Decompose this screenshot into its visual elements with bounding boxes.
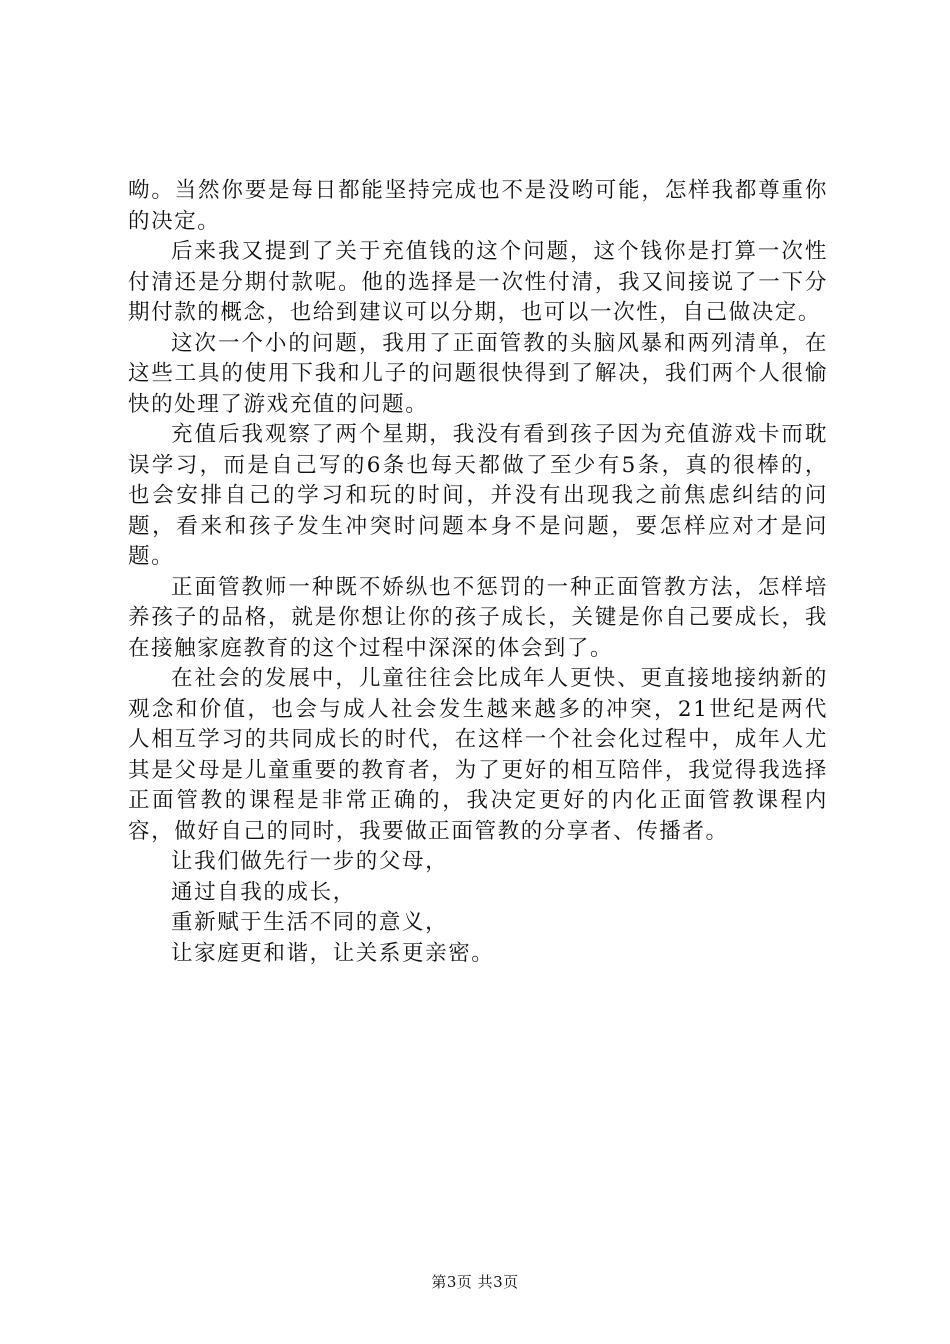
document-body bbox=[128, 176, 828, 969]
paragraph-continuation: 呦。当然你要是每日都能坚持完成也不是没哟可能，怎样我都尊重你的决定。 bbox=[128, 178, 828, 234]
paragraph-social-development: 在社会的发展中，儿童往往会比成年人更快、更直接地接纳新的观念和价值，也会与成人社会发生越来越多的冲突，21世纪是两代人相互学习的共同成长的时代，在这样一个社会化过程中，成年人尤其是父母是儿童重要的教育者，为了更好的相互陪伴，我觉得我选择正面管教的课程是非常正确的，我决定更好的内化正面管教课程内容，做好自己的同时，我要做正面管教的分享者、传播者。 bbox=[128, 666, 828, 844]
poem-line-4: 让家庭更和谐，让关系更亲密。 bbox=[171, 940, 495, 966]
page-number-footer: 第3页 共3页 bbox=[431, 1273, 519, 1291]
paragraph-tools-used: 这次一个小的问题，我用了正面管教的头脑风暴和两列清单，在这些工具的使用下我和儿子的问题很快得到了解决，我们两个人很愉快的处理了游戏充值的问题。 bbox=[128, 330, 828, 417]
paragraph-recharge-question: 后来我又提到了关于充值钱的这个问题，这个钱你是打算一次性付清还是分期付款呢。他的选择是一次性付清，我又间接说了一下分期付款的概念，也给到建议可以分期，也可以一次性，自己做决定。 bbox=[128, 239, 828, 325]
poem-line-1: 让我们做先行一步的父母， bbox=[171, 849, 449, 874]
poem-line-2: 通过自我的成长， bbox=[171, 879, 356, 905]
paragraph-observation: 充值后我观察了两个星期，我没有看到孩子因为充值游戏卡而耽误学习，而是自己写的6条也每天都做了至少有5条，真的很棒的，也会安排自己的学习和玩的时间，并没有出现我之前焦虑纠结的问题，看来和孩子发生冲突时问题本身不是问题，要怎样应对才是问题。 bbox=[128, 422, 828, 569]
poem-line-3: 重新赋于生活不同的意义， bbox=[171, 910, 449, 935]
paragraph-positive-discipline: 正面管教师一种既不娇纵也不惩罚的一种正面管教方法，怎样培养孩子的品格，就是你想让你的孩子成长，关键是你自己要成长，我在接触家庭教育的这个过程中深深的体会到了。 bbox=[128, 574, 828, 661]
